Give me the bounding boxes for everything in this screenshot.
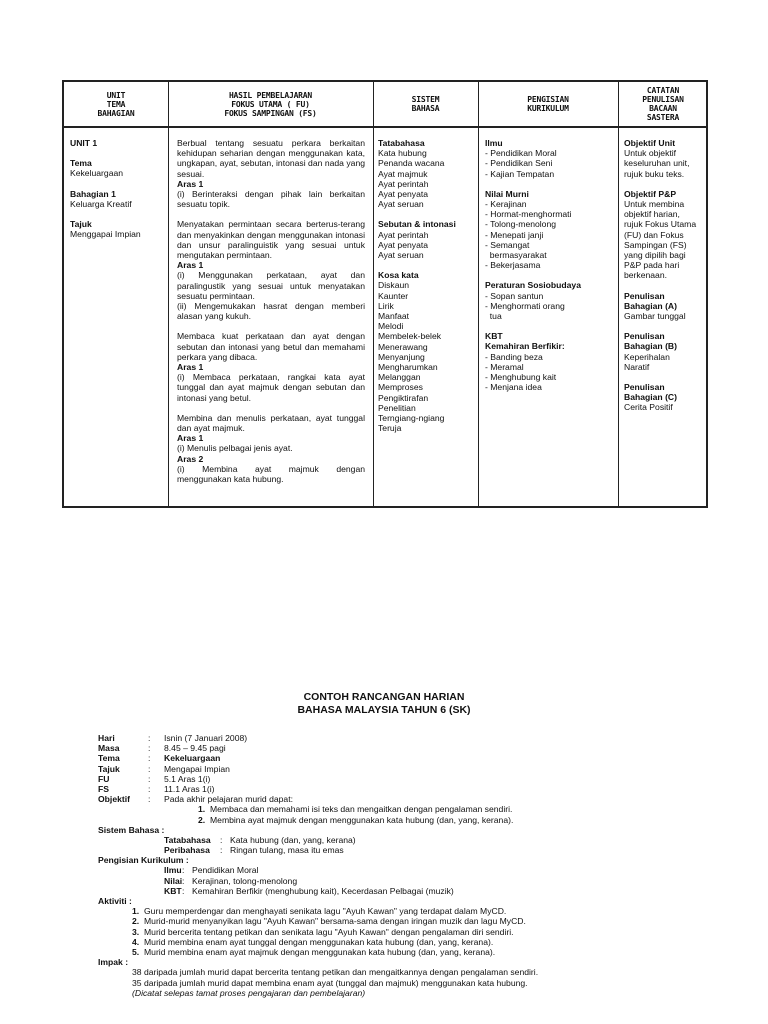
item-text: Membina ayat majmuk dengan menggunakan kata hubung (dan, yang, kerana). — [210, 814, 514, 825]
penulisan-b-heading: Bahagian (B) — [624, 341, 677, 352]
column-divider — [478, 82, 479, 506]
item-number: 3. — [132, 926, 140, 937]
field-value: Pada akhir pelajaran murid dapat: — [164, 794, 293, 805]
hasil-text: Menyatakan permintaan secara berterus-terang dan menyakinkan dengan menggunakan intonasi dan unsur paralinguistik yang sesuai untuk mengutakan permintaan. — [177, 219, 365, 261]
bahagian-value: Keluarga Kreatif — [70, 198, 132, 209]
objektif-unit-heading: Objektif Unit — [624, 138, 676, 148]
aras-item: (i) Menggunakan perkataan, ayat dan paralingustik yang sesuai untuk menyatakan sesuatu permintaan. — [177, 270, 365, 301]
list-item: - Menjana idea — [485, 382, 542, 393]
col-catatan — [624, 138, 708, 413]
list-item: Ayat perintah — [378, 229, 429, 240]
item-text: Guru memperdengar dan menghayati senikata lagu "Ayuh Kawan" yang terdapat dalam MyCD. — [144, 906, 507, 917]
tema-value: Kekeluargaan — [70, 168, 124, 179]
col-hasil-pembelajaran — [177, 138, 365, 484]
aras-label: Aras 1 — [177, 433, 204, 444]
list-item: Keperihalan — [624, 351, 670, 362]
kosakata-heading: Kosa kata — [378, 270, 419, 281]
list-item: Ayat penyata — [378, 189, 429, 200]
plan-title: CONTOH RANCANGAN HARIAN — [303, 691, 465, 703]
list-item: yang dipilih bagi — [624, 250, 686, 261]
item-number: 2. — [198, 814, 206, 825]
aras-item: (i) Menulis pelbagai jenis ayat. — [177, 443, 293, 454]
tatabahasa-heading: Tatabahasa — [378, 138, 425, 148]
field-value: Pendidikan Moral — [192, 865, 259, 876]
bahagian-label: Bahagian 1 — [70, 188, 116, 199]
kemahiran-berfikir-heading: Kemahiran Berfikir: — [485, 341, 565, 352]
col-sistem-bahasa — [378, 138, 476, 433]
impak-text: 35 daripada jumlah murid dapat membina enam ayat (tunggal dan majmuk) menggunakan kata hubung. — [132, 977, 528, 988]
field-value: Mengapai Impian — [164, 763, 230, 774]
list-item: Melanggan — [378, 372, 421, 383]
sosiobudaya-heading: Peraturan Sosiobudaya — [485, 280, 581, 291]
list-item: rujuk buku teks. — [624, 168, 685, 179]
aktiviti-heading: Aktiviti : — [98, 896, 132, 906]
list-item: Penelitian — [378, 402, 416, 413]
list-item: berkenaan. — [624, 270, 668, 281]
impak-text: 38 daripada jumlah murid dapat bercerita tentang petikan dan mengaitkannya dengan pengalaman sendiri. — [132, 967, 539, 978]
tema-label: Tema — [70, 158, 92, 169]
item-text: Murid membina enam ayat tunggal dengan menggunakan kata hubung (dan, yang, kerana). — [144, 936, 494, 947]
list-item: Terngiang-ngiang — [378, 413, 445, 424]
list-item: - Meramal — [485, 361, 524, 372]
list-item: - Kajian Tempatan — [485, 168, 555, 179]
field-label: Masa — [98, 743, 120, 754]
field-colon: : — [182, 865, 185, 876]
field-colon: : — [182, 885, 185, 896]
header-sistem-bahasa: SISTEM BAHASA — [411, 95, 440, 113]
item-number: 5. — [132, 946, 140, 957]
item-text: Murid bercerita tentang petikan dan senikata lagu "Ayuh Kawan" dengan pengalaman diri sendiri. — [144, 926, 514, 937]
field-colon: : — [148, 794, 151, 805]
field-label: FU — [98, 773, 110, 784]
field-colon: : — [148, 773, 151, 784]
penulisan-c-heading: Bahagian (C) — [624, 392, 677, 403]
pengisian-kurikulum-heading: Pengisian Kurikulum : — [98, 855, 189, 866]
list-item: Untuk membina — [624, 199, 685, 210]
field-label: Tema — [98, 753, 120, 764]
aras-label: Aras 1 — [177, 178, 204, 189]
kbt-heading: KBT — [485, 331, 503, 342]
list-item: - Banding beza — [485, 351, 543, 362]
list-item: - Semangat — [485, 239, 530, 250]
list-item: Memproses — [378, 382, 423, 393]
field-value: Kemahiran Berfikir (menghubung kait), Kecerdasan Pelbagai (muzik) — [192, 885, 454, 896]
list-item: Lirik — [378, 300, 394, 311]
list-item: Ayat majmuk — [378, 168, 428, 179]
field-value: Kata hubung (dan, yang, kerana) — [230, 834, 356, 845]
list-item: tua — [485, 311, 502, 322]
objektif-pp-heading: Objektif P&P — [624, 188, 677, 199]
impak-heading: Impak : — [98, 957, 129, 968]
field-colon: : — [148, 783, 151, 794]
item-number: 1. — [198, 804, 206, 815]
aras-item: (ii) Mengemukakan hasrat dengan memberi alasan yang kukuh. — [177, 301, 365, 322]
field-colon: : — [148, 733, 151, 743]
sistem-bahasa-heading: Sistem Bahasa : — [98, 824, 165, 835]
list-item: Membelek-belek — [378, 331, 442, 342]
list-item: Diskaun — [378, 280, 410, 291]
list-item: - Bekerjasama — [485, 260, 541, 271]
list-item: - Hormat-menghormati — [485, 209, 572, 220]
plan-subtitle: BAHASA MALAYSIA TAHUN 6 (SK) — [297, 704, 471, 716]
item-number: 4. — [132, 936, 140, 947]
column-divider — [168, 82, 169, 506]
aras-item: menggunakan kata hubung. — [177, 474, 284, 485]
list-item: Ayat penyata — [378, 239, 429, 250]
field-value: Isnin (7 Januari 2008) — [164, 733, 248, 743]
field-value: 5.1 Aras 1(i) — [164, 773, 211, 784]
field-value: Ringan tulang, masa itu emas — [230, 845, 344, 856]
field-label: Ilmu — [164, 865, 182, 876]
list-item: P&P pada hari — [624, 260, 680, 271]
field-label: FS — [98, 783, 109, 794]
list-item: Penanda wacana — [378, 158, 445, 169]
list-item: (FU) dan Fokus — [624, 229, 684, 240]
list-item: Sampingan (FS) — [624, 239, 687, 250]
penulisan-a-heading: Bahagian (A) — [624, 300, 677, 311]
list-item: Cerita Positif — [624, 402, 673, 413]
column-divider — [373, 82, 374, 506]
column-divider — [618, 82, 619, 506]
list-item: Kaunter — [378, 290, 409, 301]
header-unit-tema-bahagian: UNIT TEMA BAHAGIAN — [97, 90, 135, 118]
penulisan-a-heading: Penulisan — [624, 290, 665, 301]
list-item: rujuk Fokus Utama — [624, 219, 697, 230]
list-item: keseluruhan unit, — [624, 158, 690, 169]
field-value: 11.1 Aras 1(i) — [164, 783, 215, 794]
nilai-heading: Nilai Murni — [485, 188, 529, 199]
list-item: Ayat seruan — [378, 199, 424, 210]
field-label: Hari — [98, 733, 115, 743]
list-item: Menyanjung — [378, 351, 425, 362]
list-item: - Menepati janji — [485, 229, 544, 240]
item-number: 2. — [132, 916, 140, 927]
list-item: Gambar tunggal — [624, 311, 686, 322]
field-colon: : — [220, 834, 223, 845]
col-pengisian-kurikulum — [485, 138, 615, 392]
field-value: 8.45 – 9.45 pagi — [164, 743, 226, 754]
field-label: Tajuk — [98, 763, 120, 774]
list-item: Naratif — [624, 361, 650, 372]
list-item: Mengharumkan — [378, 362, 438, 373]
list-item: Menerawang — [378, 341, 428, 352]
field-colon: : — [182, 875, 185, 886]
aras-item: (i) Berinteraksi dengan pihak lain berkaitan sesuatu topik. — [177, 189, 365, 210]
curriculum-table — [62, 80, 708, 508]
aras-item: (i) Membina ayat majmuk dengan — [177, 463, 365, 474]
item-text: Murid-murid menyanyikan lagu "Ayuh Kawan" bersama-sama dengan iringan muzik dan lagu MyCD. — [144, 916, 526, 927]
header-catatan: CATATAN PENULISAN BACAAN SASTERA — [642, 86, 684, 122]
field-label: Objektif — [98, 794, 130, 805]
hasil-text: Berbual tentang sesuatu perkara berkaitan kehidupan seharian dengan menggunakan kata, ungkapan, ayat, sebutan, intonasi dan nada yang sesuai. — [177, 138, 365, 179]
list-item: Manfaat — [378, 311, 410, 322]
aras-item: (i) Membaca perkataan, rangkai kata ayat tunggal dan ayat majmuk dengan sebutan dan intonasi yang betul. — [177, 372, 365, 403]
list-item: - Sopan santun — [485, 290, 544, 301]
list-item: - Menghubung kait — [485, 372, 557, 383]
item-number: 1. — [132, 906, 140, 917]
penulisan-c-heading: Penulisan — [624, 382, 665, 393]
hasil-text: Membina dan menulis perkataan, ayat tunggal dan ayat majmuk. — [177, 412, 365, 434]
list-item: objektif harian, — [624, 209, 680, 220]
item-text: Membaca dan memahami isi teks dan mengaitkan dengan pengalaman sendiri. — [210, 804, 513, 815]
list-item: - Tolong-menolong — [485, 219, 557, 230]
header-pengisian-kurikulum: PENGISIAN KURIKULUM — [527, 95, 569, 113]
header-hasil-pembelajaran: HASIL PEMBELAJARAN FOKUS UTAMA ( FU) FOKUS SAMPINGAN (FS) — [224, 90, 317, 118]
impak-note: (Dicatat selepas tamat proses pengajaran dan pembelajaran) — [132, 987, 366, 998]
field-colon: : — [148, 763, 151, 774]
list-item: Pengiktirafan — [378, 392, 429, 403]
field-label: Tatabahasa — [164, 834, 211, 845]
hasil-text: Membaca kuat perkataan dan ayat dengan sebutan dan intonasi yang betul dan memahami perkara yang dibaca. — [177, 331, 365, 362]
tajuk-label: Tajuk — [70, 219, 92, 230]
list-item: Melodi — [378, 321, 404, 332]
list-item: - Pendidikan Moral — [485, 148, 557, 159]
field-colon: : — [148, 743, 151, 754]
aras-label: Aras 2 — [177, 453, 204, 464]
field-colon: : — [220, 845, 223, 856]
field-label: Peribahasa — [164, 845, 210, 856]
field-label: Nilai — [164, 875, 183, 886]
list-item: - Kerajinan — [485, 199, 527, 210]
field-value: Kekeluargaan — [164, 753, 221, 764]
sebutan-heading: Sebutan & intonasi — [378, 219, 456, 230]
list-item: Kata hubung — [378, 148, 427, 159]
list-item: Teruja — [378, 423, 402, 434]
field-value: Kerajinan, tolong-menolong — [192, 875, 298, 886]
field-label: KBT — [164, 885, 182, 896]
ilmu-heading: Ilmu — [485, 138, 503, 148]
list-item: - Menghormati orang — [485, 300, 565, 311]
item-text: Murid membina enam ayat majmuk dengan menggunakan kata hubung (dan, yang, kerana). — [144, 946, 496, 957]
list-item: Ayat perintah — [378, 178, 429, 189]
list-item: Ayat seruan — [378, 250, 424, 261]
list-item: - Pendidikan Seni — [485, 158, 553, 169]
col-unit — [70, 138, 164, 239]
aras-label: Aras 1 — [177, 260, 204, 271]
unit-label: UNIT 1 — [70, 138, 98, 148]
tajuk-value: Menggapai Impian — [70, 229, 141, 240]
field-colon: : — [148, 753, 151, 764]
penulisan-b-heading: Penulisan — [624, 331, 665, 342]
list-item: Untuk objektif — [624, 148, 677, 159]
list-item: bermasyarakat — [485, 250, 547, 261]
aras-label: Aras 1 — [177, 362, 204, 373]
